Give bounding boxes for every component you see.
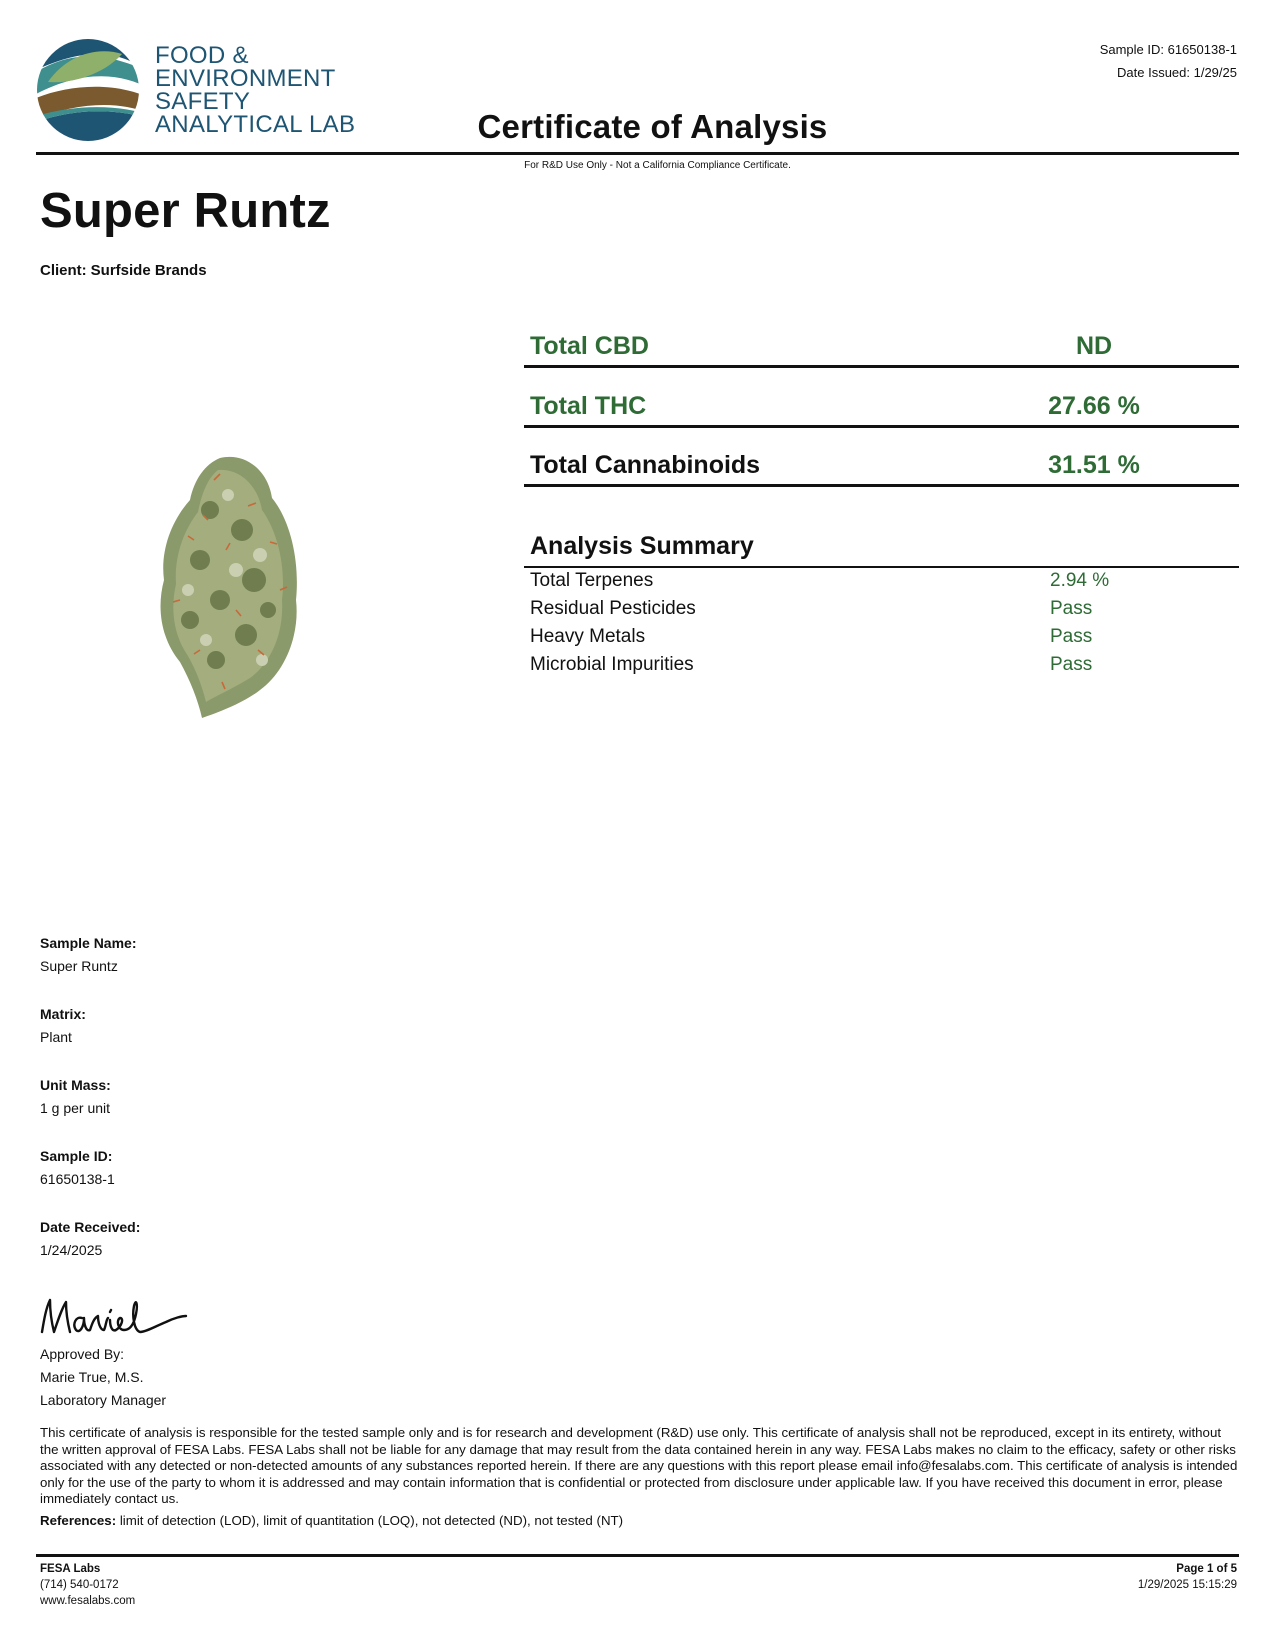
footer-page-info — [1138, 1561, 1237, 1593]
client-line — [40, 262, 207, 279]
references-line — [40, 1513, 623, 1528]
product-name: Super Runtz — [40, 184, 331, 238]
summary-row-value: Pass — [1050, 654, 1093, 675]
summary-row — [530, 570, 1230, 598]
summary-row-value: Pass — [1050, 598, 1093, 619]
footer-contact — [40, 1561, 135, 1609]
summary-row-value: 2.94 % — [1050, 570, 1110, 591]
total-cannabinoids-label: Total Cannabinoids — [530, 451, 761, 479]
detail-matrix-value: Plant — [40, 1029, 72, 1045]
total-cbd-value: ND — [1075, 332, 1113, 360]
detail-date-received-value: 1/24/2025 — [40, 1242, 103, 1258]
logo-line-2: ENVIRONMENT — [155, 65, 336, 92]
header-sample-id: Sample ID: 61650138-1 — [1099, 42, 1237, 57]
footer-company: FESA Labs — [40, 1563, 101, 1575]
summary-row — [530, 654, 1230, 682]
footer-timestamp: 1/29/2025 15:15:29 — [1137, 1579, 1237, 1591]
total-thc-label: Total THC — [530, 392, 647, 420]
page-title: Certificate of Analysis — [477, 108, 828, 145]
analysis-summary-divider — [524, 566, 1239, 568]
summary-row-label: Heavy Metals — [530, 626, 646, 647]
signature-image — [38, 1290, 188, 1340]
total-thc-value: 27.66 % — [1048, 392, 1140, 420]
header-meta — [1100, 38, 1237, 84]
footer-website: www.fesalabs.com — [40, 1595, 136, 1607]
summary-row-value: Pass — [1050, 626, 1093, 647]
detail-sample-id-value: 61650138-1 — [40, 1171, 115, 1187]
detail-sample-name-label: Sample Name: — [40, 935, 137, 951]
detail-date-received-label: Date Received: — [40, 1219, 141, 1235]
summary-row — [530, 598, 1230, 626]
client-label: Client: — [40, 262, 87, 279]
approved-by-label: Approved By: — [40, 1346, 125, 1362]
approver-role: Laboratory Manager — [40, 1392, 167, 1408]
footer-divider — [36, 1554, 1239, 1557]
summary-row-label: Total Terpenes — [530, 570, 654, 591]
detail-sample-name-value: Super Runtz — [40, 958, 118, 974]
references-label: References: — [40, 1513, 117, 1528]
logo-line-4: ANALYTICAL LAB — [155, 111, 356, 138]
rd-use-note: For R&D Use Only - Not a California Compliance Certificate. — [524, 160, 791, 171]
header-date-issued: Date Issued: 1/29/25 — [1117, 65, 1237, 80]
analysis-summary-title: Analysis Summary — [530, 532, 754, 560]
total-cbd-label: Total CBD — [530, 332, 649, 360]
client-name: Surfside Brands — [90, 262, 207, 279]
total-cbd-row — [524, 322, 1239, 368]
summary-row-label: Microbial Impurities — [530, 654, 694, 675]
detail-unit-mass-value: 1 g per unit — [40, 1100, 111, 1116]
cannabis-bud-image — [150, 450, 325, 720]
total-cannabinoids-row — [524, 441, 1239, 487]
logo-line-1: FOOD & — [155, 42, 249, 69]
disclaimer-text: This certificate of analysis is responsible for the tested sample only and is for research and development (R&D) use only. This certificate of analysis shall not be reproduced, except in its entirety, without the written approval of FESA Labs. FESA Labs shall not be liable for any damage that may result from the data contained herein in any way. FESA Labs makes no claim to the efficacy, safety or other risks associated with any detected or non-detected amounts of any substances reported herein. If there are any questions with this report please email info@fesalabs.com. This certificate of analysis is intended only for the use of the party to whom it is addressed and may contain information that is confidential or protected from disclosure under applicable law. If you have received this document in error, please immediately contact us. — [40, 1425, 1238, 1506]
header-divider — [36, 152, 1239, 155]
summary-row — [530, 626, 1230, 654]
references-text: limit of detection (LOD), limit of quantitation (LOQ), not detected (ND), not tested (NT) — [119, 1513, 624, 1528]
footer-page-number: Page 1 of 5 — [1176, 1563, 1237, 1575]
total-thc-row — [524, 382, 1239, 428]
footer-phone: (714) 540-0172 — [40, 1579, 119, 1591]
total-cannabinoids-value: 31.51 % — [1048, 451, 1140, 479]
approver-name: Marie True, M.S. — [40, 1369, 144, 1385]
detail-sample-id-label: Sample ID: — [40, 1148, 113, 1164]
detail-matrix-label: Matrix: — [40, 1006, 86, 1022]
detail-unit-mass-label: Unit Mass: — [40, 1077, 111, 1093]
summary-row-label: Residual Pesticides — [530, 598, 696, 619]
logo-line-3: SAFETY — [155, 88, 251, 115]
